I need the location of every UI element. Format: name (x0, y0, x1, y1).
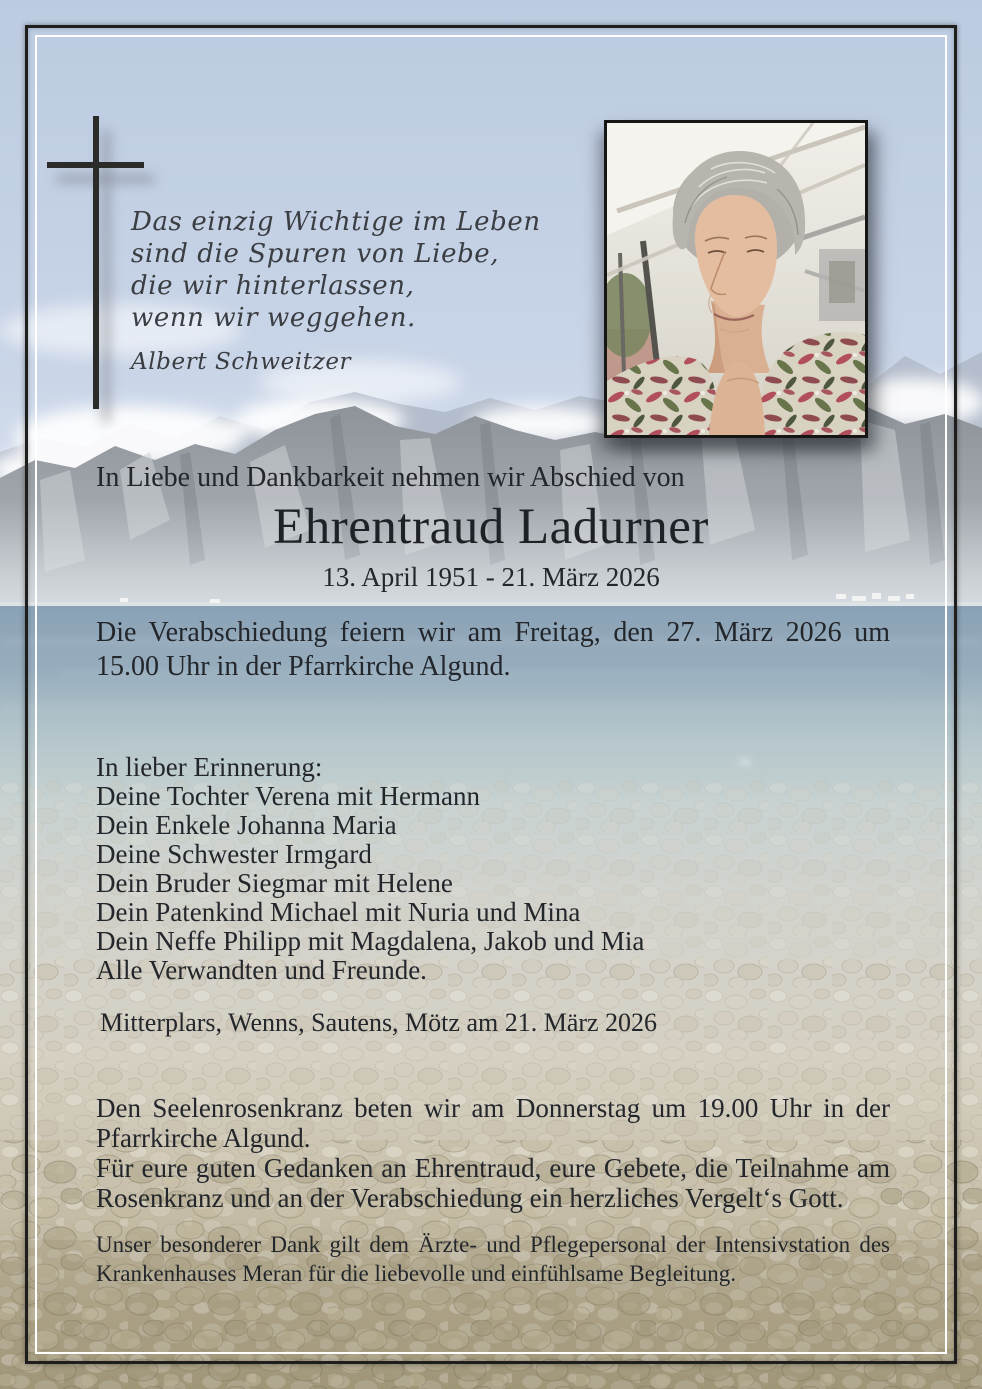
cross-icon (47, 116, 144, 409)
family-member-line: Dein Bruder Siegmar mit Helene (96, 868, 453, 898)
memoriam-list (96, 753, 644, 985)
quote-line: wenn wir weggehen. (131, 303, 416, 333)
family-member-line: Deine Tochter Verena mit Hermann (96, 781, 480, 811)
cross-horizontal-bar (47, 162, 144, 168)
family-member-line: Dein Patenkind Michael mit Nuria und Mina (96, 897, 581, 927)
quote-block (131, 206, 541, 378)
quote-line: Das einzig Wichtige im Leben (131, 207, 541, 237)
farewell-intro: In Liebe und Dankbarkeit nehmen wir Abschied von (96, 462, 685, 493)
farewell-ceremony-text: Die Verabschiedung feiern wir am Freitag, den 27. März 2026 um 15.00 Uhr in der Pfarrkirche Algund. (96, 617, 890, 682)
family-member-line: Deine Schwester Irmgard (96, 839, 372, 869)
special-thanks-text: Unser besonderer Dank gilt dem Ärzte- und Pflegepersonal der Intensivstation des Krankenhauses Meran für die liebevolle und einfühlsame Begleitung. (96, 1232, 890, 1286)
quote-attribution: Albert Schweitzer (131, 349, 352, 375)
rosary-text: Den Seelenrosenkranz beten wir am Donnerstag um 19.00 Uhr in der Pfarrkirche Algund. (96, 1093, 890, 1153)
family-member-line: Alle Verwandten und Freunde. (96, 955, 427, 985)
portrait-image (607, 123, 865, 435)
thanks-text: Für eure guten Gedanken an Ehrentraud, eure Gebete, die Teilnahme am Rosenkranz und an der Verabschiedung ein herzliches Vergelt‘s Gott. (96, 1153, 890, 1213)
deceased-name: Ehrentraud Ladurner (273, 499, 709, 555)
life-dates: 13. April 1951 - 21. März 2026 (322, 562, 660, 592)
family-member-line: Dein Enkele Johanna Maria (96, 810, 397, 840)
cross-vertical-bar (93, 116, 99, 409)
rosary-and-thanks (96, 1093, 890, 1213)
portrait-photo (604, 120, 868, 438)
quote-line: sind die Spuren von Liebe, (131, 239, 500, 269)
quote-line: die wir hinterlassen, (131, 271, 415, 301)
places-and-date: Mitterplars, Wenns, Sautens, Mötz am 21. März 2026 (100, 1008, 658, 1037)
memoriam-heading: In lieber Erinnerung: (96, 752, 323, 782)
family-member-line: Dein Neffe Philipp mit Magdalena, Jakob und Mia (96, 926, 645, 956)
